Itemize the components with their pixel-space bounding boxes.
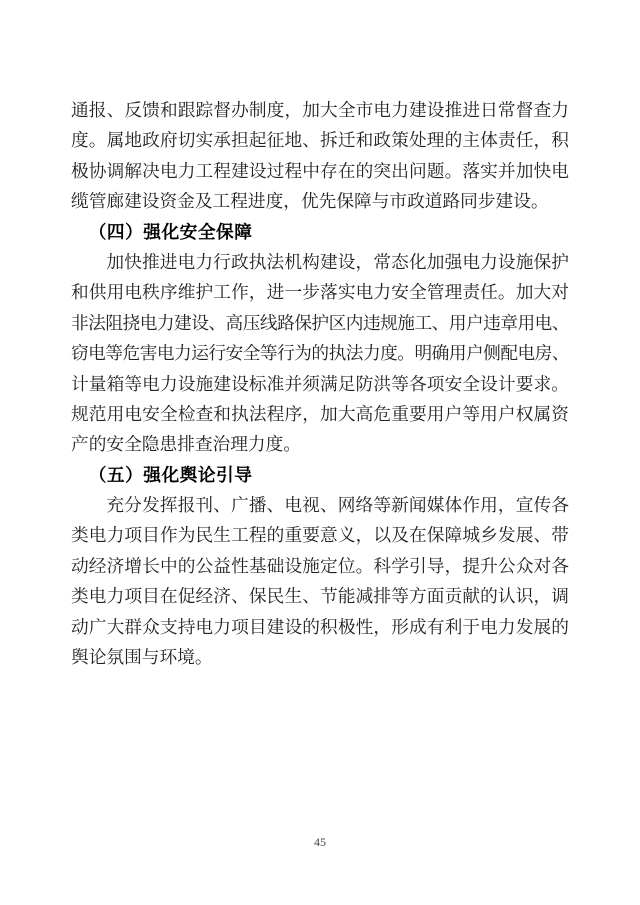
paragraph bbox=[71, 247, 569, 460]
text-line: 产的安全隐患排查治理力度。 bbox=[71, 434, 301, 455]
text-line: 动经济增长中的公益性基础设施定位。科学引导，提升公众对各 bbox=[71, 555, 569, 576]
text-line: 规范用电安全检查和执法程序，加大高危重要用户等用户权属资 bbox=[71, 403, 569, 424]
text-line: 加快推进电力行政执法机构建设，常态化加强电力设施保护 bbox=[106, 251, 569, 272]
text-line: 缆管廊建设资金及工程进度，优先保障与市政道路同步建设。 bbox=[71, 191, 549, 212]
page-number: 45 bbox=[314, 835, 326, 849]
paragraph bbox=[71, 490, 569, 672]
text-line: 类电力项目在促经济、保民生、节能减排等方面贡献的认识，调 bbox=[71, 586, 569, 607]
text-line: 舆论氛围与环境。 bbox=[71, 647, 213, 668]
section-heading: （五）强化舆论引导 bbox=[88, 464, 253, 485]
text-line: 通报、反馈和跟踪督办制度，加大全市电力建设推进日常督查力 bbox=[71, 100, 569, 120]
text-line: 计量箱等电力设施建设标准并须满足防洪等各项安全设计要求。 bbox=[71, 373, 569, 394]
text-line: 窃电等危害电力运行安全等行为的执法力度。明确用户侧配电房、 bbox=[71, 343, 569, 364]
text-line: 动广大群众支持电力项目建设的积极性，形成有利于电力发展的 bbox=[71, 616, 569, 637]
text-line: 非法阻挠电力建设、高压线路保护区内违规施工、用户违章用电、 bbox=[71, 312, 569, 333]
section-heading: （四）强化安全保障 bbox=[88, 221, 253, 242]
text-line: 和供用电秩序维护工作，进一步落实电力安全管理责任。加大对 bbox=[71, 282, 569, 303]
text-line: 度。属地政府切实承担起征地、拆迁和政策处理的主体责任，积 bbox=[71, 130, 569, 151]
paragraph bbox=[71, 95, 569, 217]
text-line: 类电力项目作为民生工程的重要意义，以及在保障城乡发展、带 bbox=[71, 525, 569, 546]
document-body bbox=[71, 95, 569, 672]
text-line: 充分发挥报刊、广播、电视、网络等新闻媒体作用，宣传各 bbox=[106, 495, 569, 516]
text-line: 极协调解决电力工程建设过程中存在的突出问题。落实并加快电 bbox=[71, 160, 569, 181]
